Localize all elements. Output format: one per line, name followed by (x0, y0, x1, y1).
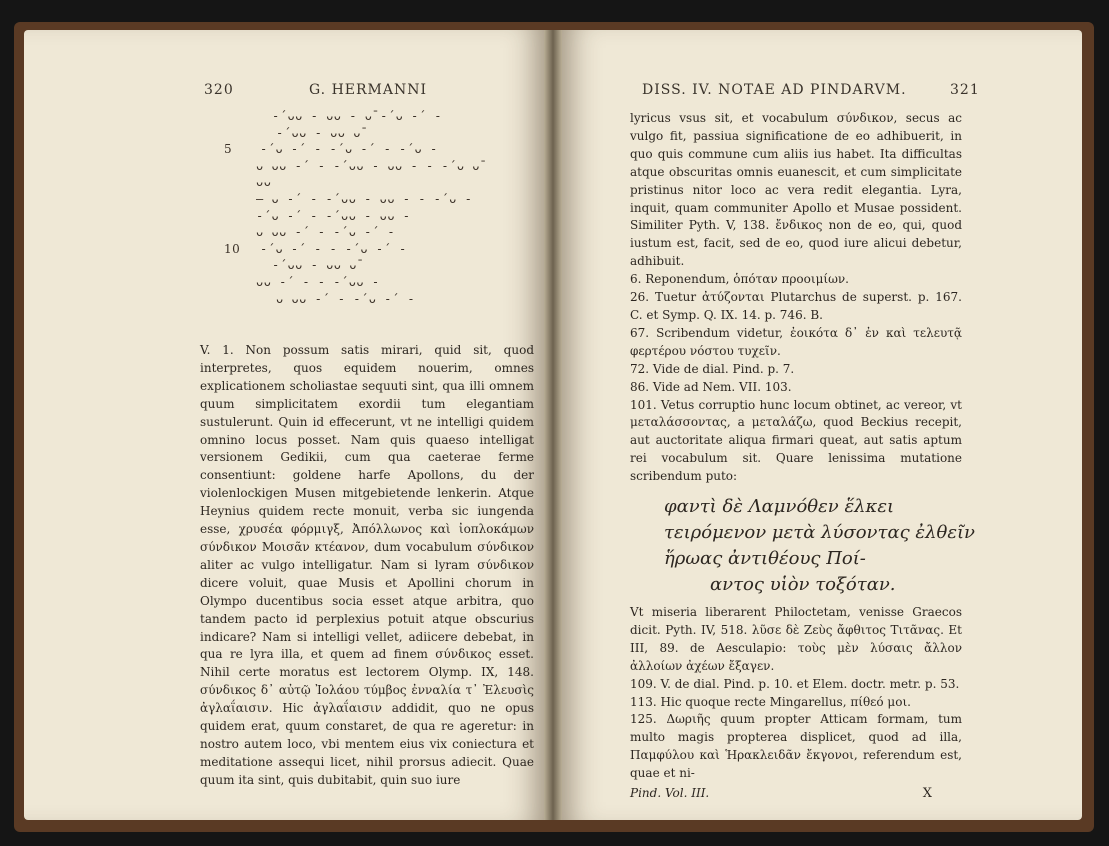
meter-scheme: -´ᴗᴗ - ᴗᴗ ᴗ̄ (272, 258, 357, 273)
meter-line (24, 191, 544, 208)
running-head-right: DISS. IV. NOTAE AD PINDARVM. (642, 82, 907, 98)
note-72: 72. Vide de dial. Pind. p. 7. (630, 361, 795, 376)
note-26: 26. Tuetur ἀτύζονται Plutarchus de superst. p. 167. C. et Symp. Q. IX. 14. p. 746. B. (630, 290, 962, 322)
meter-scheme: -´ᴗ -´ - -´ᴗᴗ - ᴗᴗ - (256, 208, 411, 223)
signature-mark: X (922, 786, 932, 802)
note-after-verse: Vt miseria liberarent Philoctetam, venisse Graecos dicit. Pyth. IV, 518. λῦσε δὲ Ζεὺς ἄφθιτος Τιτᾶνας. Et III, 89. de Aesculapio: τοὺς μὲν λύσαις ἄλλον ἀλλοίων ἀχέων ἔξαγεν. (630, 605, 962, 673)
page-footer (630, 785, 962, 803)
greek-line: ἥρωας ἀντιθέους Ποί- (664, 548, 866, 570)
meter-line (24, 125, 544, 142)
book-gutter (544, 30, 562, 820)
meter-scheme: -´ᴗᴗ - ᴗᴗ ᴗ̄ (276, 125, 361, 140)
meter-line (24, 208, 544, 225)
meter-scheme: -´ᴗ -´ - - -´ᴗ -´ - (260, 241, 407, 256)
note-6: 6. Reponendum, ὁπόταν προοιμίων. (630, 272, 849, 287)
greek-verse (664, 494, 975, 598)
open-book (14, 22, 1094, 832)
meter-scheme: ᴗᴗ -´ - - -´ᴗᴗ - (256, 274, 380, 289)
meter-scheme: ᴗ ᴗᴗ -´ - -´ᴗᴗ - ᴗᴗ - - -´ᴗ ᴗ̄ (256, 158, 481, 173)
meter-line (24, 257, 544, 274)
meter-line (24, 291, 544, 308)
meter-line (24, 174, 544, 191)
note-125: 125. Δωριῆς quum propter Atticam formam, tum multo magis propterea displicet, quod ad illa, Παμφύλου καὶ Ἡρακλειδᾶν ἔκγονοι, referendum est, quae et ni- (630, 712, 962, 781)
meter-scheme: ᴗ ᴗᴗ -´ - -´ᴗ -´ - (276, 291, 416, 306)
meter-scheme: ᴗᴗ (256, 175, 272, 190)
note-86: 86. Vide ad Nem. VII. 103. (630, 379, 792, 394)
meter-line (24, 141, 544, 158)
note-101: 101. Vetus corruptio hunc locum obtinet, ac vereor, vt μεταλάσσοντας, a μεταλάζω, quod Beckius recepit, aut auctoritate aliqua firmari queat, aut satis aptum rei vocabulum sit. Quare lenissima mutatione scribendum puto: (630, 397, 962, 484)
note-113: 113. Hic quoque recte Mingarellus, πίθεό μοι. (630, 694, 911, 709)
note-67: 67. Scribendum videtur, ἐοικότα δ᾽ ἐν καὶ τελευτᾷ φερτέρου νόστου τυχεῖν. (630, 325, 962, 358)
meter-line (24, 224, 544, 241)
meter-line (24, 158, 544, 175)
right-page (562, 30, 1082, 820)
greek-line: αντος υἱὸν τοξόταν. (710, 574, 896, 596)
metrical-scheme (24, 108, 544, 307)
meter-line (24, 108, 544, 125)
running-head-left: G. HERMANNI (309, 82, 428, 98)
right-body (630, 110, 975, 803)
line-number: 5 (224, 142, 233, 157)
page-number-left: 320 (204, 82, 234, 98)
note-109: 109. V. de dial. Pind. p. 10. et Elem. doctr. metr. p. 53. (630, 676, 960, 691)
intro-paragraph: lyricus vsus sit, et vocabulum σύνδικον, secus ac vulgo fit, passiua significatione de eo adhibuerit, in quo quis commune cum aliis ius habet. Ita difficultas atque obscuritas omnis euanescit, et cum simplicitate pristinus nitor loco ac vera redit elegantia. Lyra, inquit, quam communiter Apollo et Musae possident. Similiter Pyth. V, 138. ἔνδικος non de eo, qui, quod iustum est, facit, sed de eo, quod iure alicui debetur, adhibuit. (630, 111, 962, 269)
footer-volume: Pind. Vol. III. (630, 786, 710, 801)
commentary-paragraph: V. 1. Non possum satis mirari, quid sit, quod interpretes, quos equidem nouerim, omnes explicationem scholiastae sequuti sint, qua illi omnem quum simplicitatem exordii tum elegantiam sustulerunt. Quin id effecerunt, vt ne intelligi quidem omnino locus posset. Nam quis quaeso intelligat versionem Gedikii, cum qua caeterae ferme consentiunt: goldene harfe Apollons, du der violenlockigen Musen mitgebietende lenkerin. Atque Heynius quidem recte monuit, verba sic iungenda esse, χρυσέα φόρμιγξ, Ἀπόλλωνος καὶ ἰοπλοκάμων σύνδικον Μοισᾶν κτέανον, dum vocabulum σύνδικον aliter ac vulgo intelligatur. Nam si lyram σύνδικον dicere voluit, quae Musis et Apollini chorum in Olympo ducentibus socia esset atque arbitra, quo tandem pacto id perplexius potuit atque obscurius indicare? Nam si intelligi vellet, adiicere debebat, in qua re lyra illa, et quem ad finem σύνδικος esset. Nihil certe moratus est lectorem Olymp. IX, 148. σύνδικος δ᾽ αὐτῷ Ἰολάου τύμβος ἐνναλία τ᾽ Ἐλευσὶς ἀγλαΐαισιν. Hic ἀγλαΐαισιν addidit, quo ne opus quidem erat, quum constaret, de qua re ageretur: in nostro autem loco, vbi mentem eius vix coniectura et meditatione assequi licet, nihil prorsus adiecit. Quae quum ita sint, quis dubitabit, quin suo iure (200, 343, 534, 787)
meter-scheme: ᴗ ᴗᴗ -´ - -´ᴗ -´ - (256, 225, 396, 240)
meter-scheme: -´ᴗ -´ - -´ᴗ -´ - -´ᴗ - (260, 142, 438, 157)
left-body (200, 342, 534, 790)
meter-scheme: — ᴗ -´ - -´ᴗᴗ - ᴗᴗ - - -´ᴗ - (256, 191, 473, 206)
meter-line (24, 274, 544, 291)
meter-line (24, 241, 544, 258)
meter-scheme: -´ᴗᴗ - ᴗᴗ - ᴗ̄ -´ᴗ -´ - (272, 109, 442, 123)
line-number: 10 (224, 241, 241, 256)
greek-line: φαντὶ δὲ Λαμνόθεν ἕλκει (664, 496, 895, 518)
greek-line: τειρόμενον μετὰ λύσοντας ἐλθεῖν (664, 522, 975, 544)
left-page (24, 30, 544, 820)
page-number-right: 321 (950, 82, 980, 98)
